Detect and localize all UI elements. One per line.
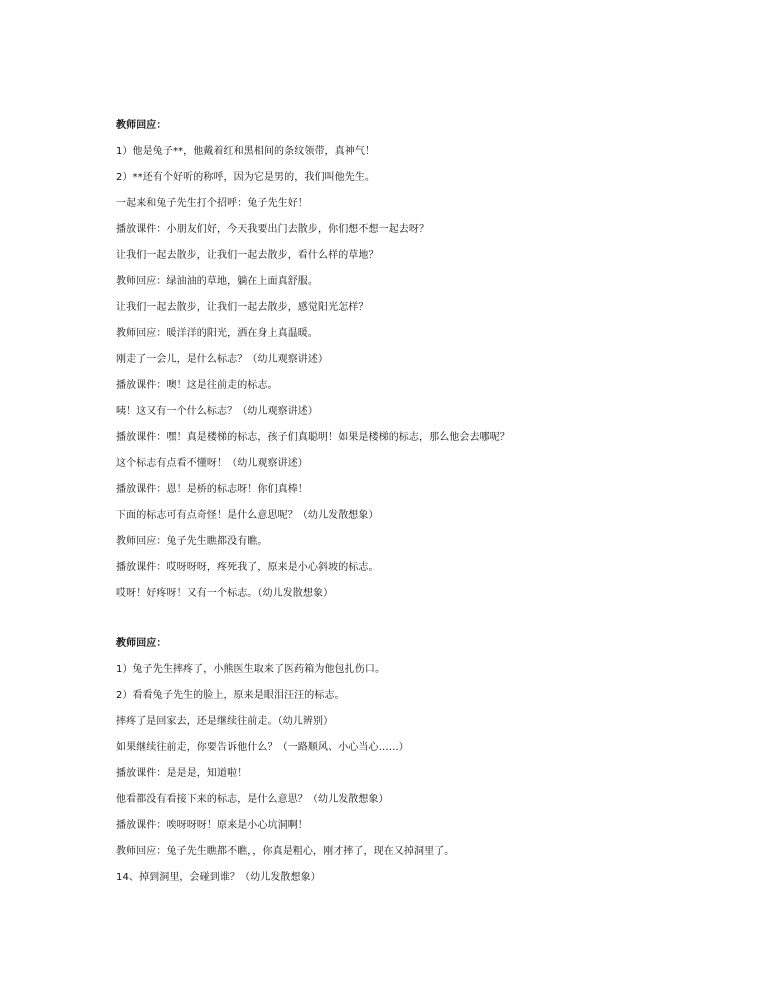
text-line: 2）看看兔子先生的脸上，原来是眼泪汪汪的标志。: [116, 690, 345, 701]
text-line: 教师回应：绿油油的草地，躺在上面真舒服。: [116, 276, 318, 287]
section-heading: 教师回应：: [116, 638, 167, 649]
text-line: 他看都没有看接下来的标志，是什么意思？（幼儿发散想象）: [116, 794, 389, 805]
text-line: 1）兔子先生摔疼了，小熊医生取来了医药箱为他包扎伤口。: [116, 664, 386, 675]
text-section-1: [116, 118, 736, 612]
text-line: 一起来和兔子先生打个招呼：兔子先生好！: [116, 198, 308, 209]
text-line: 播放课件：唉呀呀呀！原来是小心坑洞啊！: [116, 820, 308, 831]
text-line: 这个标志有点看不懂呀！（幼儿观察讲述）: [116, 458, 308, 469]
text-section-2: [116, 636, 736, 896]
text-line: 1）他是兔子**，他戴着红和黑相间的条纹领带，真神气！: [116, 146, 376, 157]
text-line: 教师回应：兔子先生瞧都不瞧，，你真是粗心，刚才摔了，现在又掉洞里了。: [116, 846, 455, 857]
text-line: 哎呀！好疼呀！又有一个标志。（幼儿发散想象）: [116, 588, 334, 599]
text-line: 刚走了一会儿，是什么标志？（幼儿观察讲述）: [116, 354, 329, 365]
text-line: 如果继续往前走，你要告诉他什么？（一路顺风、小心当心……）: [116, 742, 409, 753]
text-line: 2）**还有个好听的称呼，因为它是男的，我们叫他先生。: [116, 172, 376, 183]
text-line: 咦！这又有一个什么标志？（幼儿观察讲述）: [116, 406, 318, 417]
text-line: 播放课件：小朋友们好，今天我要出门去散步，你们想不想一起去呀？: [116, 224, 430, 235]
text-line: 教师回应：兔子先生瞧都没有瞧。: [116, 536, 268, 547]
section-heading: 教师回应：: [116, 120, 167, 131]
text-line: 播放课件：是是是，知道啦！: [116, 768, 248, 779]
text-line: 让我们一起去散步，让我们一起去散步，看什么样的草地？: [116, 250, 379, 261]
text-line: 播放课件：恩！是桥的标志呀！你们真棒！: [116, 484, 308, 495]
text-line: 播放课件：噢！这是往前走的标志。: [116, 380, 278, 391]
text-line: 播放课件：嘿！真是楼梯的标志，孩子们真聪明！如果是楼梯的标志，那么他会去哪呢？: [116, 432, 510, 443]
text-line: 教师回应：暖洋洋的阳光，洒在身上真温暖。: [116, 328, 318, 339]
text-line: 让我们一起去散步，让我们一起去散步，感觉阳光怎样？: [116, 302, 369, 313]
text-line: 摔疼了是回家去，还是继续往前走。（幼儿辨别）: [116, 716, 334, 727]
text-line: 下面的标志可有点奇怪！是什么意思呢？（幼儿发散想象）: [116, 510, 379, 521]
text-line: 14、掉到洞里，会碰到谁？（幼儿发散想象）: [116, 872, 321, 883]
text-line: 播放课件：哎呀呀呀，疼死我了，原来是小心斜坡的标志。: [116, 562, 379, 573]
